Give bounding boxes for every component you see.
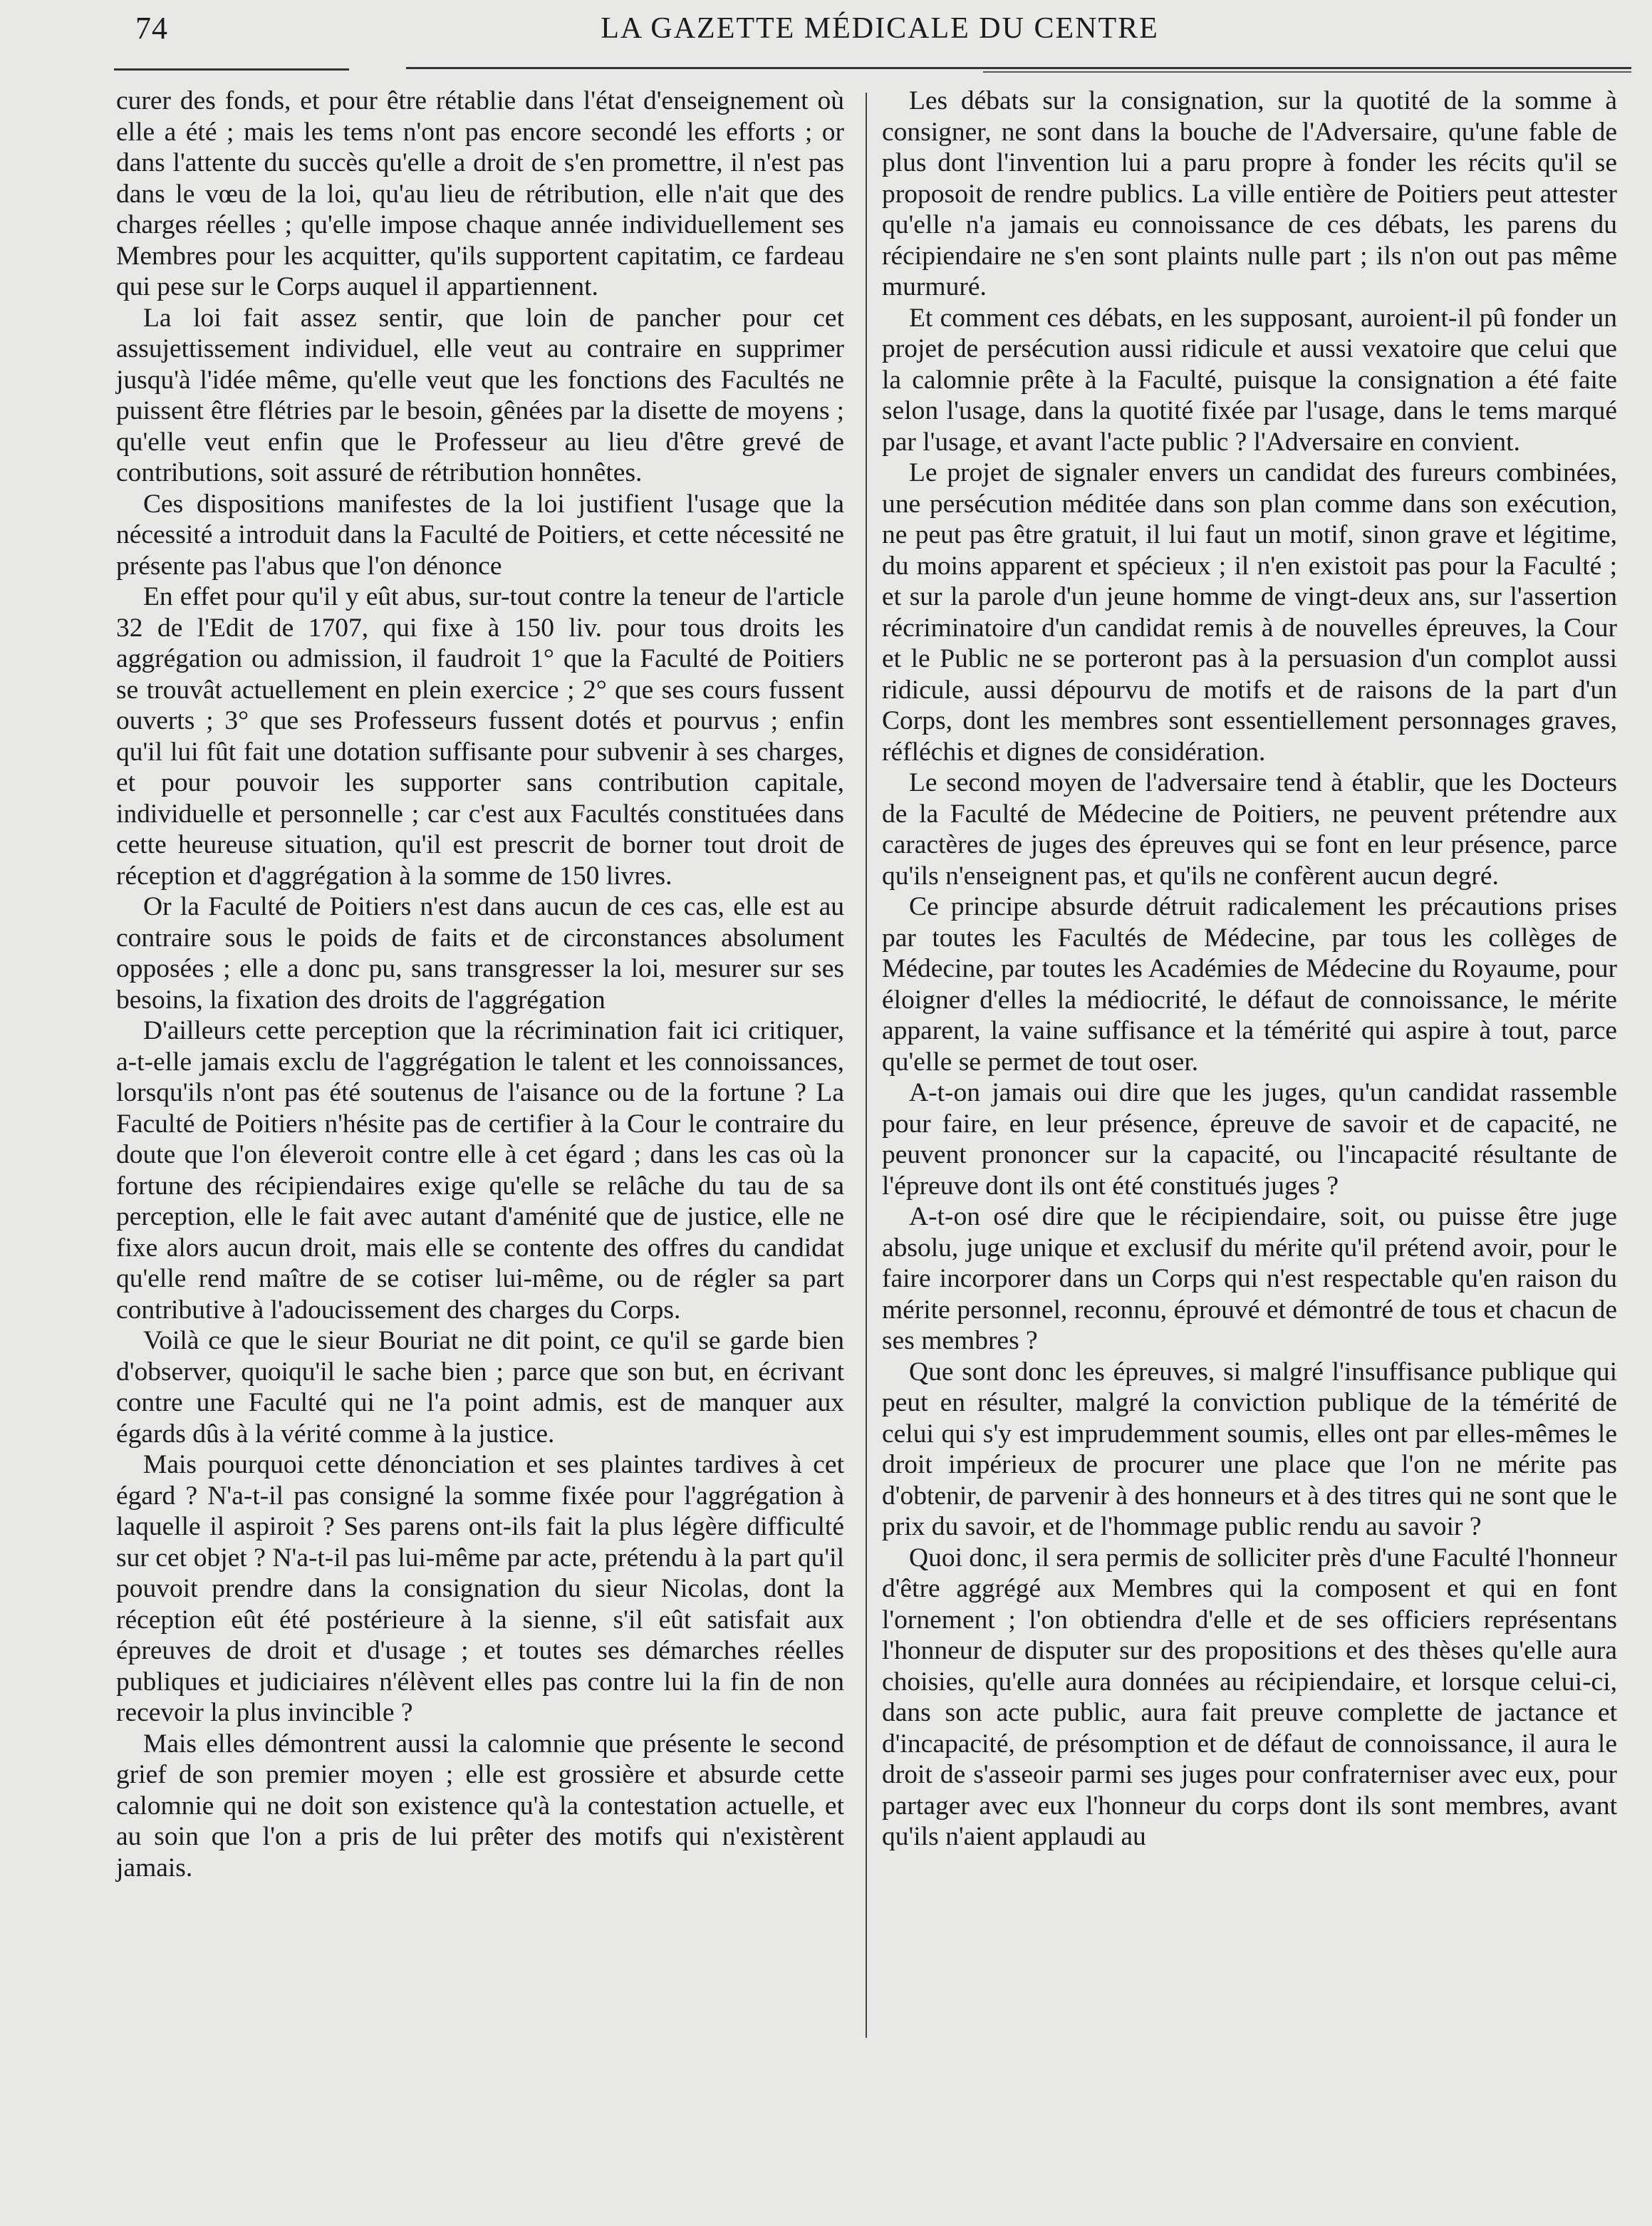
paragraph: Le projet de signaler envers un candidat des fureurs combinées, une persécution méditée dans son plan comme dans son exécution, ne peut pas être gratuit, il lui faut un motif, sinon grave et légitime, du moins apparent et spécieux ; il n'en existoit pas pour la Faculté ; et sur la parole d'un jeune homme de vingt-deux ans, sur l'assertion récriminatoire d'un candidat remis à de nouvelles épreuves, la Cour et le Public ne se porteront pas à la persuasion d'un complot aussi ridicule, aussi dépourvu de motifs et de raisons de la part d'un Corps, dont les membres sont essentiellement personnages graves, réfléchis et dignes de considération. xyxy=(882,458,1617,767)
page-number: 74 xyxy=(135,11,168,46)
journal-title: LA GAZETTE MÉDICALE DU CENTRE xyxy=(601,12,1159,45)
paragraph: Mais elles démontrent aussi la calomnie que présente le second grief de son premier moyen ; elle est grossière et absurde cette calomnie qui ne doit son existence qu'à la contestation actuelle, et au soin que l'on a pris de lui prêter des motifs qui n'existèrent jamais. xyxy=(116,1729,844,1883)
column-divider xyxy=(866,93,867,2038)
paragraph: Quoi donc, il sera permis de solliciter près d'une Faculté l'honneur d'être aggrégé aux Membres qui la composent et qui en font l'ornement ; l'on obtiendra d'elle et de ses officiers représentans l'honneur de disputer sur des propositions et des thèses qu'elle aura choisies, qu'elle aura données au récipiendaire, et lorsque celui-ci, dans son acte public, aura fait preuve complette de jactance et d'incapacité, de présomption et de défaut de connoissance, il aura le droit de s'asseoir parmi ses juges pour confraterniser avec eux, pour partager avec eux l'honneur du corps dont ils sont membres, avant qu'ils n'aient applaudi au xyxy=(882,1543,1617,1851)
paragraph: D'ailleurs cette perception que la récrimination fait ici critiquer, a-t-elle jamais exclu de l'aggrégation le talent et les connoissances, lorsqu'ils n'ont pas été soutenus de l'aisance ou de la fortune ? La Faculté de Poitiers n'hésite pas de certifier à la Cour le contraire du doute que l'on éleveroit contre elle à cet égard ; dans les cas où la fortune des récipiendaires exige qu'elle se relâche du tau de sa perception, elle le fait avec autant d'aménité que de justice, elle ne fixe alors aucun droit, mais elle se contente des offres du candidat qu'elle rend maître de se cotiser lui-même, ou de régler sa part contributive à l'adoucissement des charges du Corps. xyxy=(116,1016,844,1325)
header-rule-right-secondary xyxy=(983,71,1631,73)
paragraph: Ces dispositions manifestes de la loi justifient l'usage que la nécessité a introduit dans la Faculté de Poitiers, et cette nécessité ne présente pas l'abus que l'on dénonce xyxy=(116,489,844,581)
paragraph: curer des fonds, et pour être rétablie dans l'état d'enseignement où elle a été ; mais les tems n'ont pas encore secondé les efforts ; or dans l'attente du succès qu'elle a droit de s'en promettre, il n'est pas dans le vœu de la loi, qu'au lieu de rétribution, elle n'ait que des charges réelles ; qu'elle impose chaque année individuellement ses Membres pour les acquitter, qu'ils supportent capitatim, ce fardeau qui pese sur le Corps auquel il appartiennent. xyxy=(116,86,844,301)
paragraph: A-t-on osé dire que le récipiendaire, soit, ou puisse être juge absolu, juge unique et exclusif du mérite qu'il prétend avoir, pour le faire incorporer dans un Corps qui n'est respectable qu'en raison du mérite personnel, reconnu, éprouvé et démontré de tous et chacun de ses membres ? xyxy=(882,1202,1617,1355)
running-header xyxy=(135,10,1624,60)
paragraph: Ce principe absurde détruit radicalement les précautions prises par toutes les Facultés de Médecine, par tous les collèges de Médecine, par toutes les Académies de Médecine du Royaume, pour éloigner d'elles la médiocrité, le défaut de connoissance, le mérite apparent, la vaine suffisance et la témérité qui aspire à tout, parce qu'elle se permet de tout oser. xyxy=(882,892,1617,1077)
paragraph: En effet pour qu'il y eût abus, sur-tout contre la teneur de l'article 32 de l'Edit de 1707, qui fixe à 150 liv. pour tous droits les aggrégation ou admission, il faudroit 1° que la Faculté de Poitiers se trouvât actuellement en plein exercice ; 2° que ses cours fussent ouverts ; 3° que ses Professeurs fussent dotés et pourvus ; enfin qu'il lui fût fait une dotation suffisante pour subvenir à ses charges, et pour pouvoir les supporter sans contribution capitale, individuelle et personnelle ; car c'est aux Facultés constituées dans cette heureuse situation, qu'il est prescrit de borner tout droit de réception et d'aggrégation à la somme de 150 livres. xyxy=(116,582,844,891)
paragraph: Mais pourquoi cette dénonciation et ses plaintes tardives à cet égard ? N'a-t-il pas consigné la somme fixée pour l'aggrégation à laquelle il aspiroit ? Ses parens ont-ils fait la plus légère difficulté sur cet objet ? N'a-t-il pas lui-même par acte, prétendu à la part qu'il pouvoit prendre dans la consignation du sieur Nicolas, dont la réception eût été postérieure à la sienne, s'il eût satisfait aux épreuves de droit et d'usage ; et toutes ses démarches réelles publiques et judiciaires n'élèvent elles pas contre lui la fin de non recevoir la plus invincible ? xyxy=(116,1450,844,1727)
left-column xyxy=(116,86,844,1883)
paragraph: Or la Faculté de Poitiers n'est dans aucun de ces cas, elle est au contraire sous le poids de faits et de circonstances absolument opposées ; elle a donc pu, sans transgresser la loi, mesurer sur ses besoins, la fixation des droits de l'aggrégation xyxy=(116,892,844,1015)
paragraph: Voilà ce que le sieur Bouriat ne dit point, ce qu'il se garde bien d'observer, quoiqu'il le sache bien ; parce que son but, en écrivant contre une Faculté qui ne l'a point admis, est de manquer aux égards dûs à la vérité comme à la justice. xyxy=(116,1326,844,1449)
paragraph: Le second moyen de l'adversaire tend à établir, que les Docteurs de la Faculté de Médecine de Poitiers, ne peuvent prétendre aux caractères de juges des épreuves qui se font en leur présence, parce qu'ils n'enseignent pas, et qu'ils ne confèrent aucun degré. xyxy=(882,768,1617,891)
paragraph: La loi fait assez sentir, que loin de pancher pour cet assujettissement individuel, elle veut au contraire en supprimer jusqu'à l'idée même, qu'elle veut que les fonctions des Facultés ne puissent être flétries par le besoin, gênées par la disette de moyens ; qu'elle veut enfin que le Professeur au lieu d'être grevé de contributions, soit assuré de rétribution honnêtes. xyxy=(116,303,844,487)
paragraph: Que sont donc les épreuves, si malgré l'insuffisance publique qui peut en résulter, malgré la conviction publique de la témérité de celui qui s'y est imprudemment soumis, elles ont par elles-mêmes le droit impérieux de procurer une place que l'on ne mérite pas d'obtenir, de parvenir à des honneurs et à des titres qui ne sont que le prix du savoir, et de l'hommage public rendu au savoir ? xyxy=(882,1357,1617,1541)
right-column xyxy=(882,86,1617,1853)
paragraph: Et comment ces débats, en les supposant, auroient-il pû fonder un projet de persécution aussi ridicule et aussi vexatoire que celui que la calomnie prête à la Faculté, puisque la consignation a été faite selon l'usage, dans la quotité fixée par l'usage, dans le tems marqué par l'usage, et avant l'acte public ? l'Adversaire en convient. xyxy=(882,303,1617,457)
paragraph: A-t-on jamais oui dire que les juges, qu'un candidat rassemble pour faire, en leur présence, épreuve de savoir et de capacité, ne peuvent prononcer sur la capacité, ou l'incapacité résultante de l'épreuve dont ils ont été constitués juges ? xyxy=(882,1078,1617,1201)
paragraph: Les débats sur la consignation, sur la quotité de la somme à consigner, ne sont dans la bouche de l'Adversaire, qu'une fable de plus dont l'invention lui a paru propre à fonder les récits qu'il se proposoit de rendre publics. La ville entière de Poitiers peut attester qu'elle n'a jamais eu connoissance de ces débats, les parens du récipiendaire ne s'en sont plaints nulle part ; ils n'on out pas même murmuré. xyxy=(882,86,1617,301)
header-rule-right xyxy=(406,67,1631,69)
header-rule-left xyxy=(114,68,349,71)
